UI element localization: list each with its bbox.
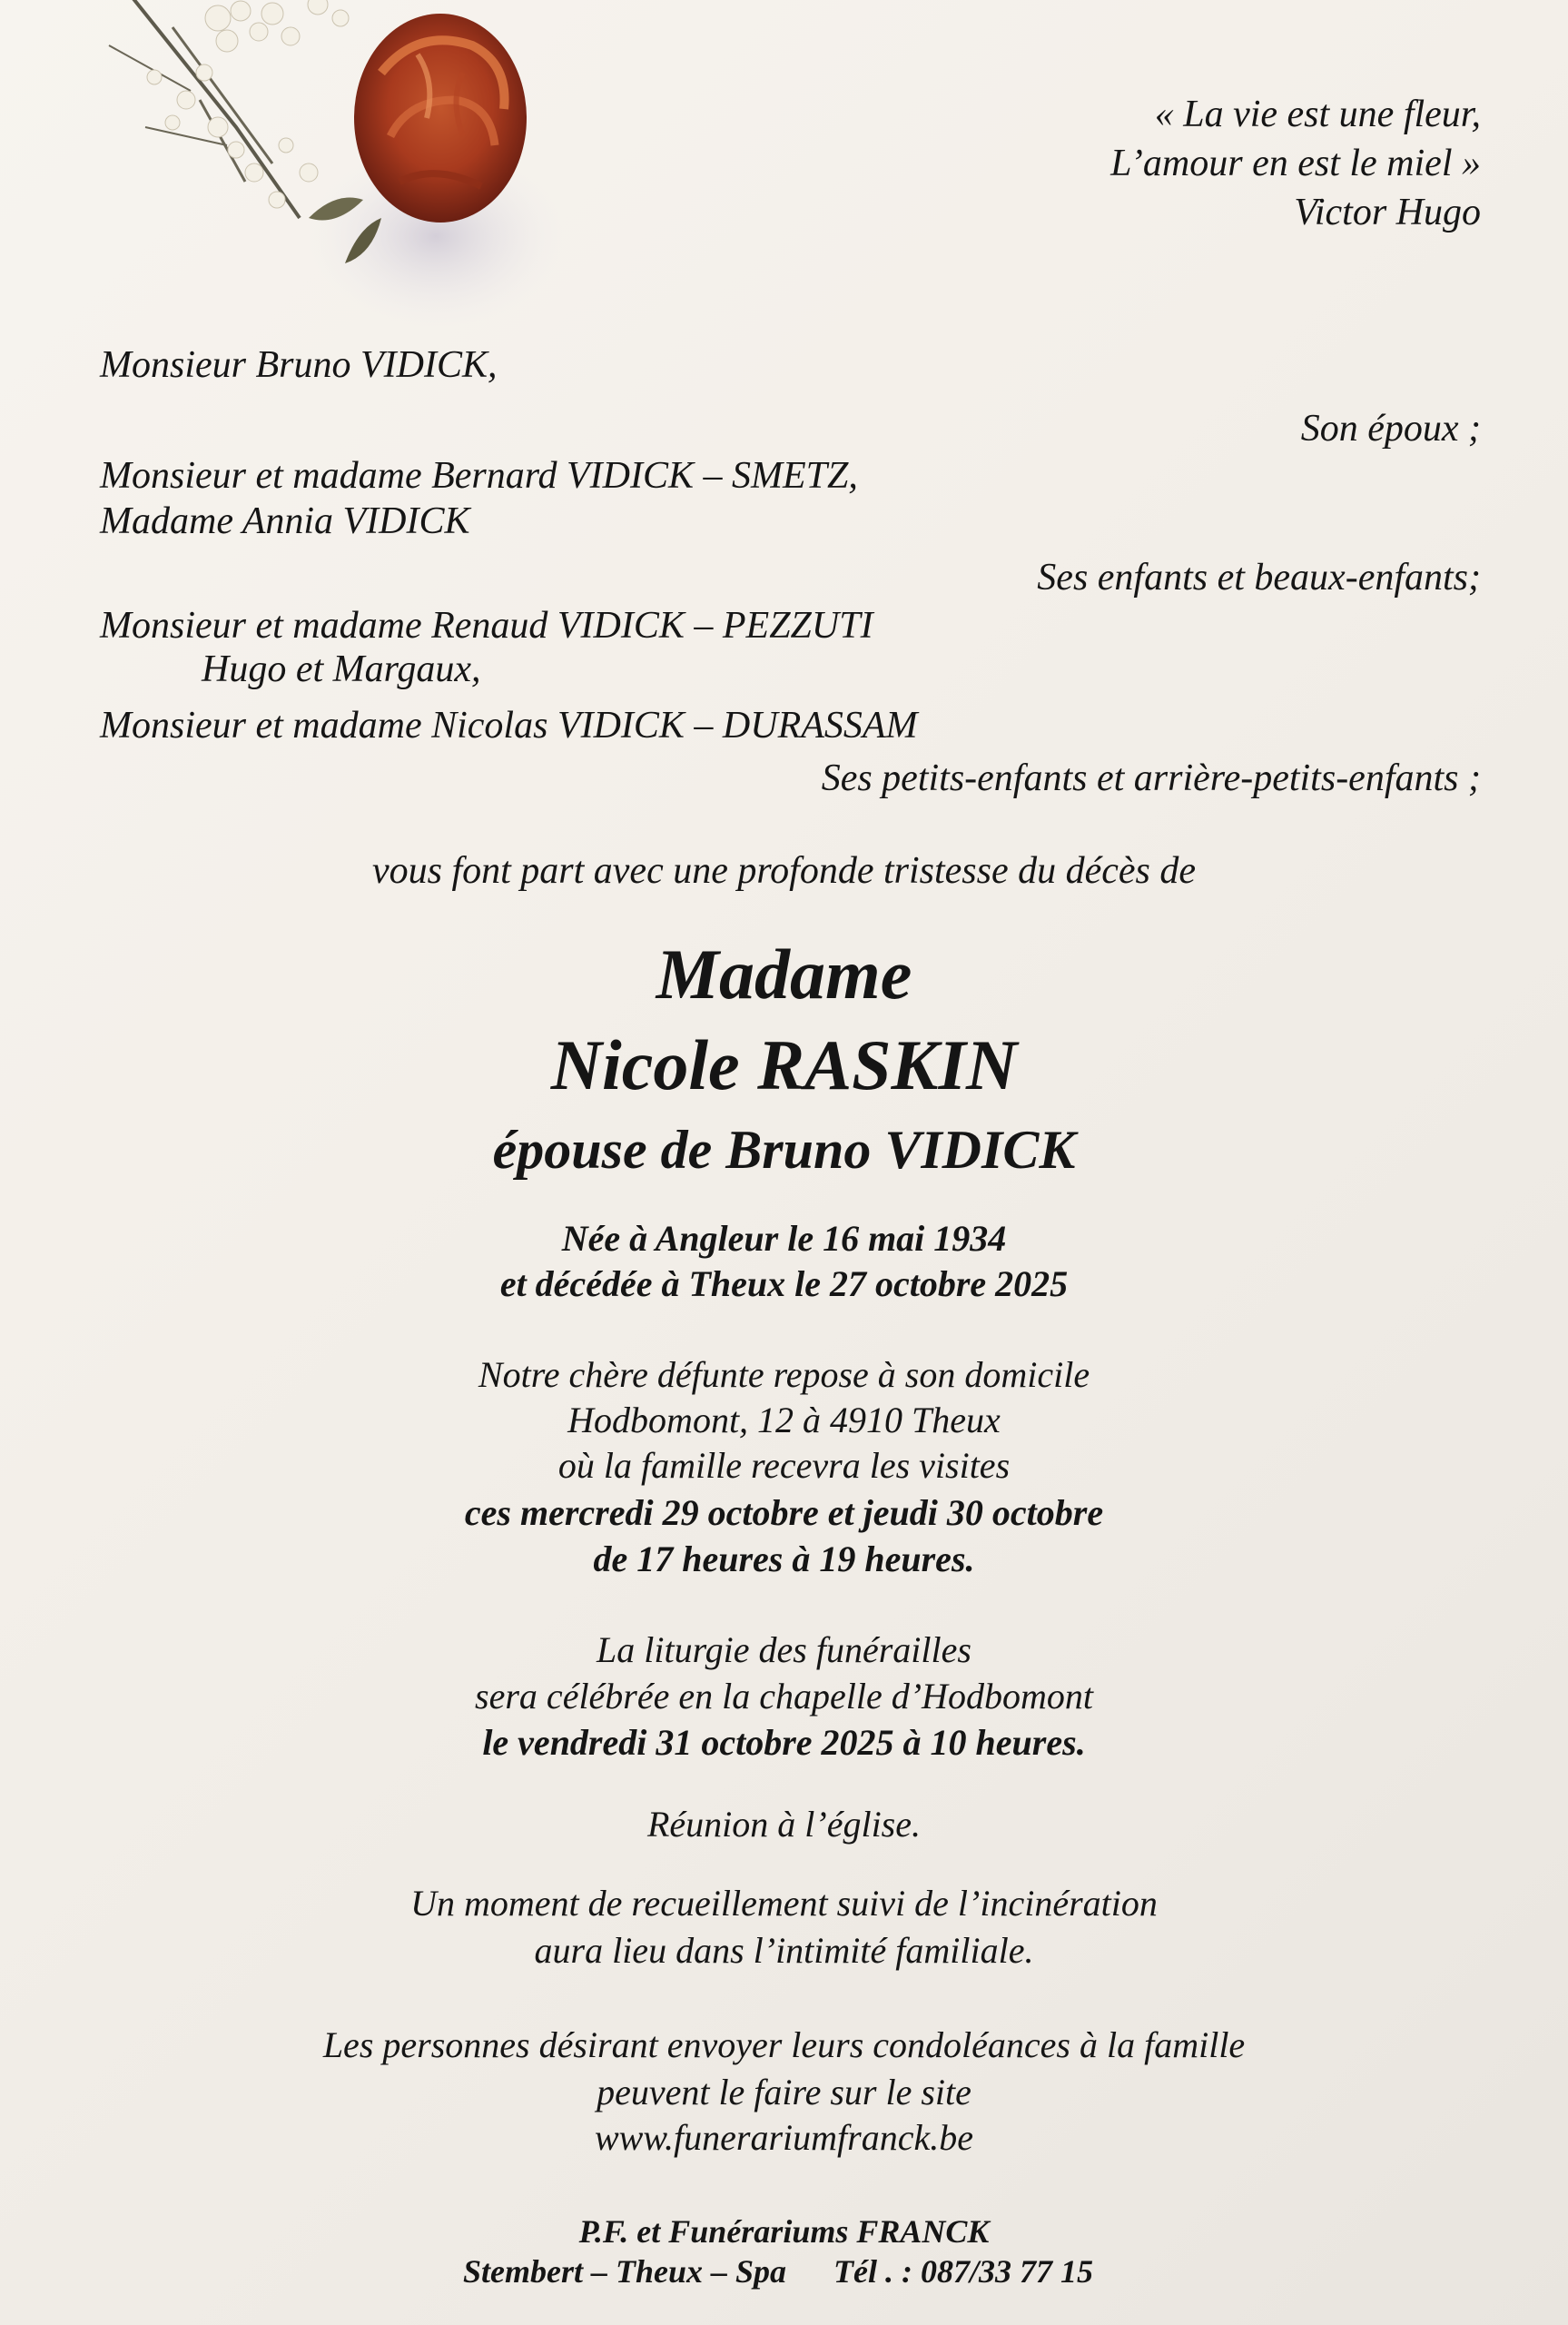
funeral-line-1: La liturgie des funérailles	[597, 1629, 971, 1670]
grandchildren-relation: Ses petits-enfants et arrière-petits-enfants ;	[821, 757, 1481, 799]
dried-flower-icon	[91, 0, 599, 372]
footer-locations: Stembert – Theux – Spa	[463, 2253, 787, 2290]
condolences-url[interactable]: www.funerariumfranck.be	[594, 2117, 973, 2158]
cremation-line-2: aura lieu dans l’intimité familiale.	[534, 1930, 1034, 1971]
spouse-name: Monsieur Bruno VIDICK,	[100, 344, 498, 386]
quote-author: Victor Hugo	[1294, 192, 1481, 233]
announcement-text: vous font part avec une profonde tristesse du décès de	[371, 850, 1197, 892]
children-relation: Ses enfants et beaux-enfants;	[1037, 557, 1481, 599]
deceased-spouse: épouse de Bruno VIDICK	[492, 1120, 1076, 1180]
birth-info: Née à Angleur le 16 mai 1934	[561, 1218, 1007, 1259]
visits-hours: de 17 heures à 19 heures.	[593, 1538, 975, 1579]
funeral-line-2: sera célébrée en la chapelle d’Hodbomont	[475, 1676, 1093, 1717]
grandchildren-line-1: Monsieur et madame Renaud VIDICK – PEZZUTI	[100, 605, 873, 647]
quote-line-1: « La vie est une fleur,	[1154, 94, 1481, 135]
meeting-text: Réunion à l’église.	[646, 1804, 922, 1845]
death-info: et décédée à Theux le 27 octobre 2025	[499, 1263, 1069, 1304]
visits-line-3: où la famille recevra les visites	[557, 1445, 1011, 1486]
children-line-1: Monsieur et madame Bernard VIDICK – SMETZ,	[100, 455, 858, 497]
visits-line-1: Notre chère défunte repose à son domicile	[478, 1354, 1090, 1395]
children-line-2: Madame Annia VIDICK	[100, 500, 470, 542]
deceased-name: Nicole RASKIN	[550, 1025, 1018, 1104]
condolences-line-1: Les personnes désirant envoyer leurs condoléances à la famille	[322, 2024, 1246, 2065]
grandchildren-line-2: Hugo et Margaux,	[202, 648, 481, 690]
visits-dates: ces mercredi 29 octobre et jeudi 30 octobre	[464, 1492, 1104, 1533]
grandchildren-line-3: Monsieur et madame Nicolas VIDICK – DURASSAM	[100, 705, 918, 747]
footer-phone: Tél . : 087/33 77 15	[833, 2253, 1093, 2290]
cremation-line-1: Un moment de recueillement suivi de l’incinération	[410, 1883, 1158, 1924]
spouse-relation: Son époux ;	[1300, 408, 1481, 450]
footer-company: P.F. et Funérariums FRANCK	[578, 2213, 990, 2250]
visits-line-2: Hodbomont, 12 à 4910 Theux	[567, 1400, 1001, 1440]
funeral-date: le vendredi 31 octobre 2025 à 10 heures.	[482, 1722, 1086, 1763]
quote-line-2: L’amour en est le miel »	[1110, 143, 1481, 184]
deceased-title: Madame	[656, 935, 912, 1014]
condolences-line-2: peuvent le faire sur le site	[597, 2072, 971, 2112]
